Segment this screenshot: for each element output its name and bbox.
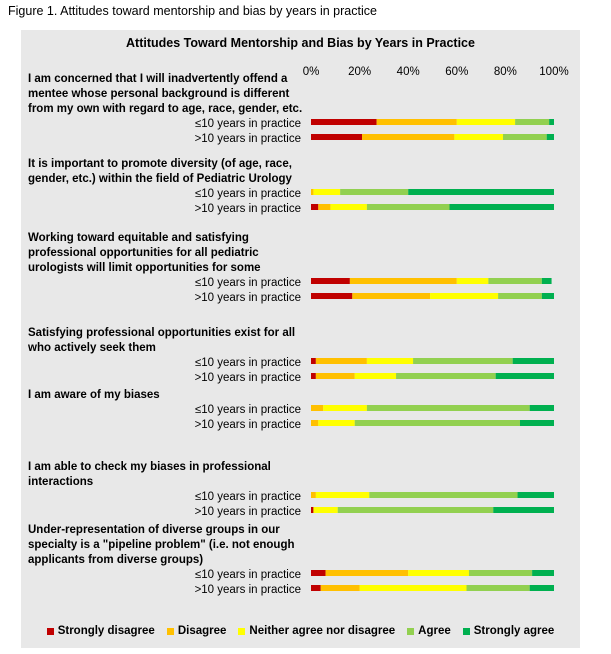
x-tick-label: 60% [445, 66, 469, 78]
legend-swatch-disagree [167, 628, 174, 635]
legend-item-disagree [167, 625, 227, 637]
legend [21, 625, 580, 637]
group-label: >10 years in practice [194, 292, 301, 304]
question-text: from my own with regard to age, race, gender, etc. [28, 103, 303, 115]
bar-segment-strongly-disagree [311, 373, 316, 379]
bar-segment-disagree [326, 570, 409, 576]
group-label: >10 years in practice [194, 203, 301, 215]
question-text: Under-representation of diverse groups in our [28, 524, 280, 536]
bar-segment-strongly-agree [549, 119, 554, 125]
group-label: ≤10 years in practice [194, 188, 301, 200]
legend-swatch-agree [407, 628, 414, 635]
bar-segment-agree [469, 570, 532, 576]
bar-segment-agree [367, 204, 450, 210]
legend-label: Strongly disagree [57, 625, 155, 637]
bar-segment-strongly-agree [408, 189, 554, 195]
bar-segment-neutral [367, 358, 413, 364]
question-text: I am concerned that I will inadvertently offend a [28, 73, 288, 85]
bar-segment-neutral [454, 134, 503, 140]
question-text: gender, etc.) within the field of Pediatric Urology [28, 173, 292, 185]
x-tick-label: 80% [493, 66, 517, 78]
question-text: professional opportunities for all pediatric [28, 247, 259, 259]
bar-segment-strongly-agree [520, 420, 554, 426]
bar-segment-neutral [323, 405, 367, 411]
bar-segment-disagree [318, 204, 330, 210]
question-text: Satisfying professional opportunities exist for all [28, 327, 296, 339]
group-label: >10 years in practice [194, 419, 301, 431]
bar-segment-strongly-agree [530, 585, 554, 591]
question-text: I am aware of my biases [28, 389, 160, 401]
bar-segment-strongly-disagree [311, 358, 316, 364]
bar-segment-agree [503, 134, 547, 140]
question-text: who actively seek them [28, 342, 156, 354]
group-label: ≤10 years in practice [194, 357, 301, 369]
bar-segment-neutral [313, 507, 337, 513]
bar-segment-strongly-disagree [311, 278, 350, 284]
group-label: >10 years in practice [194, 506, 301, 518]
figure-caption: Figure 1. Attitudes toward mentorship and bias by years in practice [8, 4, 377, 18]
legend-label: Strongly agree [473, 625, 555, 637]
bar-segment-agree [515, 119, 549, 125]
bar-segment-strongly-disagree [311, 507, 313, 513]
bar-segment-neutral [316, 492, 369, 498]
bar-segment-agree [355, 420, 520, 426]
bar-segment-agree [413, 358, 513, 364]
bar-segment-agree [338, 507, 494, 513]
question-text: It is important to promote diversity (of age, race, [28, 158, 292, 170]
bar-segment-strongly-disagree [311, 585, 321, 591]
bar-segment-strongly-agree [532, 570, 554, 576]
bar-segment-strongly-agree [542, 293, 554, 299]
bar-segment-strongly-agree [542, 278, 552, 284]
bar-segment-strongly-agree [518, 492, 554, 498]
bar-segment-disagree [311, 492, 316, 498]
x-tick-label: 0% [302, 66, 320, 78]
stacked-bar-chart [21, 30, 580, 620]
bar-segment-neutral [430, 293, 498, 299]
bar-segment-disagree [362, 134, 454, 140]
bar-segment-agree [396, 373, 496, 379]
bar-segment-strongly-disagree [311, 570, 326, 576]
bar-segment-disagree [316, 373, 355, 379]
legend-item-neutral [238, 625, 395, 637]
question-text: specialty is a "pipeline problem" (i.e. not enough [28, 539, 295, 551]
x-tick-label: 40% [396, 66, 420, 78]
bar-segment-agree [467, 585, 530, 591]
bar-segment-neutral [313, 189, 340, 195]
legend-swatch-neutral [238, 628, 245, 635]
bar-segment-strongly-agree [450, 204, 554, 210]
bar-segment-disagree [311, 189, 313, 195]
bar-segment-disagree [316, 358, 367, 364]
chart-title: Attitudes Toward Mentorship and Bias by Years in Practice [126, 36, 475, 50]
group-label: ≤10 years in practice [194, 491, 301, 503]
legend-item-agree [407, 625, 451, 637]
x-tick-label: 20% [348, 66, 372, 78]
bar-segment-strongly-disagree [311, 204, 318, 210]
group-label: >10 years in practice [194, 584, 301, 596]
bar-segment-agree [340, 189, 408, 195]
group-label: >10 years in practice [194, 133, 301, 145]
bar-segment-neutral [330, 204, 366, 210]
bar-segment-agree [498, 293, 542, 299]
legend-swatch-strongly-disagree [47, 628, 54, 635]
legend-label: Agree [418, 625, 451, 637]
bar-segment-disagree [321, 585, 360, 591]
bar-segment-strongly-agree [530, 405, 554, 411]
bar-segment-strongly-agree [547, 134, 554, 140]
bar-segment-neutral [318, 420, 354, 426]
bar-segment-strongly-agree [493, 507, 554, 513]
bar-segment-strongly-disagree [311, 119, 377, 125]
bar-segment-disagree [350, 278, 457, 284]
bar-segment-neutral [457, 278, 489, 284]
group-label: ≤10 years in practice [194, 569, 301, 581]
bar-segment-agree [488, 278, 541, 284]
question-text: mentee whose personal background is different [28, 88, 290, 100]
question-text: Working toward equitable and satisfying [28, 232, 249, 244]
question-text: I am able to check my biases in professional [28, 461, 271, 473]
bar-segment-disagree [352, 293, 430, 299]
group-label: >10 years in practice [194, 372, 301, 384]
legend-item-strongly-agree [463, 625, 555, 637]
question-text: interactions [28, 476, 94, 488]
legend-swatch-strongly-agree [463, 628, 470, 635]
question-text: urologists will limit opportunities for some [28, 262, 261, 274]
legend-label: Disagree [177, 625, 227, 637]
legend-label: Neither agree nor disagree [249, 625, 396, 637]
bar-segment-disagree [311, 405, 323, 411]
bar-segment-agree [367, 405, 530, 411]
bar-segment-agree [369, 492, 517, 498]
legend-item-strongly-disagree [47, 625, 155, 637]
group-label: ≤10 years in practice [194, 118, 301, 130]
chart-panel [21, 30, 580, 648]
question-text: applicants from diverse groups) [28, 554, 204, 566]
bar-segment-strongly-agree [513, 358, 554, 364]
bar-segment-neutral [355, 373, 396, 379]
group-label: ≤10 years in practice [194, 404, 301, 416]
bar-segment-neutral [360, 585, 467, 591]
bar-segment-disagree [311, 420, 318, 426]
bar-segment-disagree [377, 119, 457, 125]
bar-segment-strongly-agree [496, 373, 554, 379]
bar-segment-strongly-disagree [311, 293, 352, 299]
x-tick-label: 100% [539, 66, 569, 78]
group-label: ≤10 years in practice [194, 277, 301, 289]
bar-segment-neutral [408, 570, 469, 576]
bar-segment-strongly-disagree [311, 134, 362, 140]
bar-segment-neutral [457, 119, 515, 125]
